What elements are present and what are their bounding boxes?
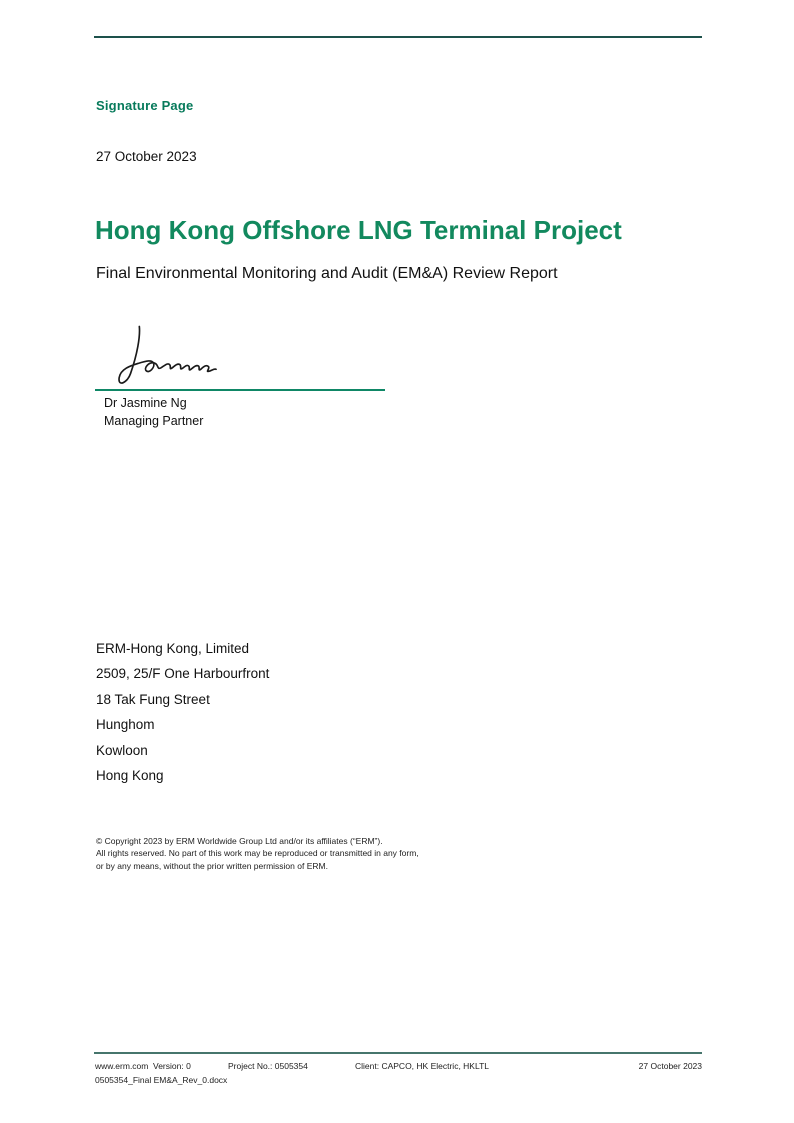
signature-stroke [119, 327, 216, 384]
address-line-district: Hunghom [96, 717, 155, 733]
document-date: 27 October 2023 [96, 149, 197, 164]
signature-line [95, 389, 385, 391]
footer-project-number: Project No.: 0505354 [228, 1061, 308, 1071]
address-line-street: 18 Tak Fung Street [96, 691, 210, 707]
company-address-block [96, 636, 269, 788]
footer-horizontal-rule [94, 1052, 702, 1054]
copyright-line-3: or by any means, without the prior written permission of ERM. [96, 860, 328, 871]
footer-version: Version: 0 [153, 1061, 191, 1071]
report-subtitle: Final Environmental Monitoring and Audit (EM&A) Review Report [96, 265, 558, 282]
footer-website: www.erm.com [95, 1061, 149, 1071]
address-line-region: Kowloon [96, 742, 148, 758]
address-line-suite: 2509, 25/F One Harbourfront [96, 666, 270, 682]
signatory-name: Dr Jasmine Ng [104, 396, 187, 410]
address-line-city: Hong Kong [96, 768, 164, 784]
copyright-notice [96, 835, 419, 872]
footer-filename: 0505354_Final EM&A_Rev_0.docx [95, 1075, 228, 1085]
report-title: Hong Kong Offshore LNG Terminal Project [95, 215, 622, 245]
signatory-role: Managing Partner [104, 414, 204, 428]
handwritten-signature-image [100, 320, 218, 392]
page-section-heading: Signature Page [96, 98, 194, 113]
top-horizontal-rule [94, 36, 702, 38]
footer-meta-row [0, 1061, 794, 1075]
address-line-company: ERM-Hong Kong, Limited [96, 641, 250, 656]
footer-client: Client: CAPCO, HK Electric, HKLTL [355, 1061, 489, 1071]
footer-date: 27 October 2023 [638, 1061, 702, 1071]
copyright-line-1: © Copyright 2023 by ERM Worldwide Group Ltd and/or its affiliates (“ERM”). [96, 836, 383, 846]
copyright-line-2: All rights reserved. No part of this work may be reproduced or transmitted in any form, [96, 848, 419, 859]
